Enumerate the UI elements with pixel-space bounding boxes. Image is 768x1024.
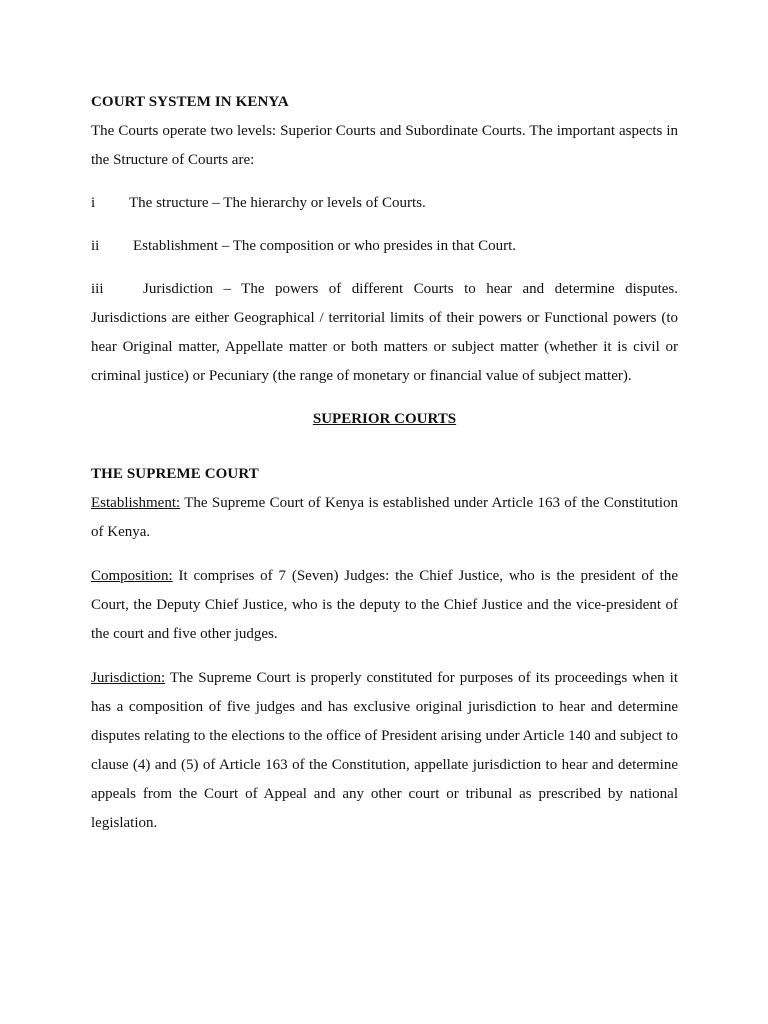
list-number: ii <box>91 238 100 254</box>
intro-paragraph: The Courts operate two levels: Superior Courts and Subordinate Courts. The important aspects in the Structure of Courts are: <box>91 123 678 168</box>
list-item <box>91 275 678 391</box>
list-text: Jurisdiction – The powers of different Courts to hear and determine disputes. Jurisdictions are either Geographical / territorial limits of their powers or Functional powers (to hear Original matter, Appellate matter or both matters or subject matter (whether it is civil or criminal justice) or Pecuniary (the range of monetary or financial value of subject matter). <box>91 281 678 384</box>
list-item <box>91 232 678 261</box>
list-item <box>91 189 678 218</box>
list-text: Establishment – The composition or who presides in that Court. <box>133 238 517 254</box>
subsection-heading-supreme-court: THE SUPREME COURT <box>91 466 259 482</box>
establishment-paragraph <box>91 489 678 547</box>
list-number: iii <box>91 281 104 297</box>
establishment-text: The Supreme Court of Kenya is established under Article 163 of the Constitution of Kenya. <box>91 495 678 540</box>
composition-label: Composition: <box>91 568 173 584</box>
composition-text: It comprises of 7 (Seven) Judges: the Chief Justice, who is the president of the Court, the Deputy Chief Justice, who is the deputy to the Chief Justice and the vice-president of the court and five other judges. <box>91 568 678 642</box>
composition-paragraph <box>91 562 678 649</box>
jurisdiction-text: The Supreme Court is properly constituted for purposes of its proceedings when it has a composition of five judges and has exclusive original jurisdiction to hear and determine disputes relating to the elections to the office of President arising under Article 140 and subject to clause (4) and (5) of Article 163 of the Constitution, appellate jurisdiction to hear and determine appeals from the Court of Appeal and any other court or tribunal as prescribed by national legislation. <box>91 670 678 831</box>
establishment-label: Establishment: <box>91 495 181 511</box>
jurisdiction-paragraph <box>91 664 678 838</box>
list-number: i <box>91 195 96 211</box>
document-title: COURT SYSTEM IN KENYA <box>91 94 289 110</box>
section-heading-superior-courts: SUPERIOR COURTS <box>312 411 457 427</box>
jurisdiction-label: Jurisdiction: <box>91 670 166 686</box>
document-page <box>91 88 678 838</box>
list-text: The structure – The hierarchy or levels of Courts. <box>129 195 426 211</box>
